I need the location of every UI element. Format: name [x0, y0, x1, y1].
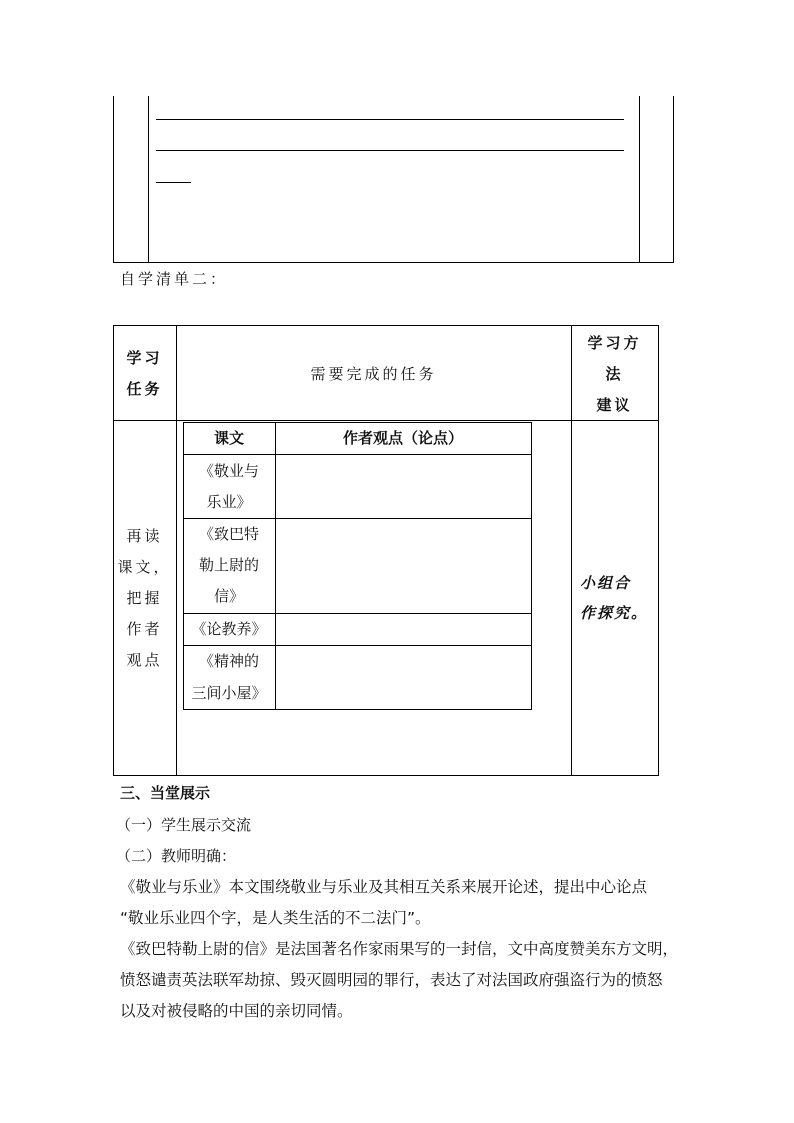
table-border — [113, 262, 674, 263]
task-text: 观点 — [126, 651, 163, 669]
header-tasks: 需要完成的任务 — [310, 365, 437, 383]
inner-border — [275, 422, 276, 710]
paragraph-line: 《敬业与乐业》本文围绕敬业与乐业及其相互关系来展开论述，提出中心论点 — [120, 878, 648, 896]
task-text: 作者 — [126, 620, 163, 638]
table-border — [113, 96, 114, 263]
paragraph-line: 以及对被侵略的中国的亲切同情。 — [120, 1002, 353, 1020]
answer-blank-line — [156, 182, 191, 183]
inner-row-text: 信》 — [213, 587, 244, 605]
section-title: 三、当堂展示 — [120, 784, 211, 802]
inner-row-text: 三间小屋》 — [191, 684, 267, 702]
method-text: 小组合 — [580, 574, 632, 592]
answer-blank-line — [156, 119, 624, 120]
task-text: 课文， — [117, 558, 172, 576]
list-two-label: 自学清单二： — [120, 270, 229, 288]
table-border — [658, 325, 659, 776]
table-border — [148, 96, 149, 263]
header-method-line2: 法 — [605, 365, 624, 383]
header-study-task-line1: 学习 — [126, 349, 163, 367]
task-text: 再读 — [126, 527, 163, 545]
inner-header-viewpoint: 作者观点（论点） — [342, 429, 463, 447]
method-text: 作探究。 — [580, 604, 649, 622]
inner-row-text: 勒上尉的 — [198, 556, 259, 574]
paragraph-line: “敬业乐业四个字，是人类生活的不二法门”。 — [120, 909, 431, 927]
table-border — [176, 325, 177, 776]
table-border — [639, 96, 640, 263]
paragraph-line: 愤怒谴责英法联军劫掠、毁灭圆明园的罪行，表达了对法国政府强盗行为的愤怒 — [120, 971, 663, 989]
header-method-line3: 建议 — [596, 396, 633, 414]
inner-row-text: 《论教养》 — [191, 620, 267, 638]
table-border — [113, 420, 659, 421]
inner-row-text: 《精神的 — [198, 652, 259, 670]
inner-border — [183, 454, 532, 455]
inner-border — [183, 422, 532, 423]
header-study-task-line2: 任务 — [126, 380, 163, 398]
subsection-student-exchange: （一）学生展示交流 — [116, 816, 252, 834]
table-border — [113, 775, 659, 776]
paragraph-line: 《致巴特勒上尉的信》是法国著名作家雨果写的一封信，文中高度赞美东方文明， — [120, 940, 679, 958]
inner-border — [183, 518, 532, 519]
inner-row-text: 《敬业与 — [198, 462, 259, 480]
answer-blank-line — [156, 150, 624, 151]
inner-border — [183, 709, 532, 710]
inner-row-text: 《致巴特 — [198, 525, 259, 543]
task-text: 把握 — [126, 589, 163, 607]
inner-border — [531, 422, 532, 710]
table-border — [113, 325, 659, 326]
subsection-teacher-clarify: （二）教师明确： — [116, 847, 237, 865]
inner-row-text: 乐业》 — [206, 493, 252, 511]
header-method-line1: 学习方 — [587, 334, 642, 352]
table-border — [673, 96, 674, 263]
inner-header-text: 课文 — [213, 429, 244, 447]
inner-border — [183, 613, 532, 614]
inner-border — [183, 645, 532, 646]
table-border — [571, 325, 572, 776]
